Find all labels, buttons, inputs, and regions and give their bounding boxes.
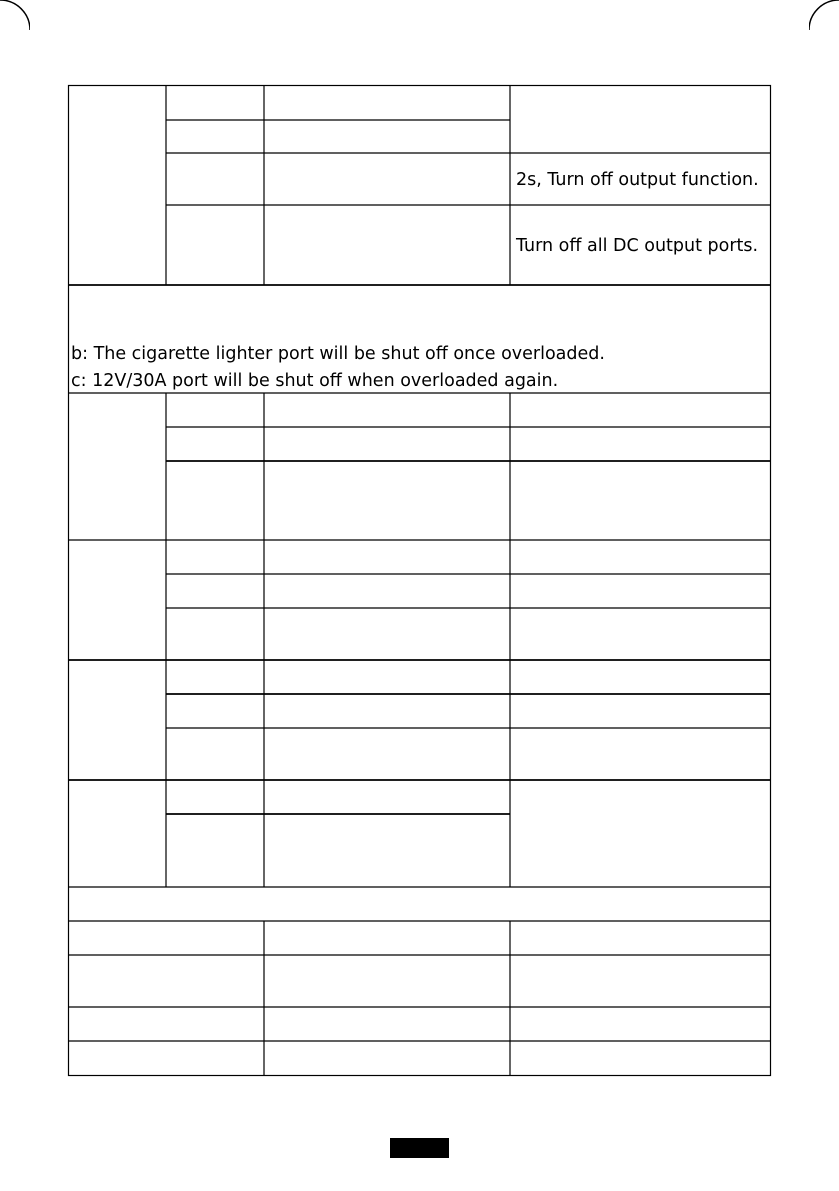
overload-note-c: c: 12V/30A port will be shut off when overloaded again. — [71, 371, 559, 391]
output-shutoff-note: 2s, Turn off output function. — [516, 170, 759, 190]
dc-ports-shutoff-note: Turn off all DC output ports. — [516, 236, 759, 256]
overload-note-b: b: The cigarette lighter port will be shut off once overloaded. — [71, 344, 605, 364]
page-number-tab — [390, 1138, 449, 1158]
